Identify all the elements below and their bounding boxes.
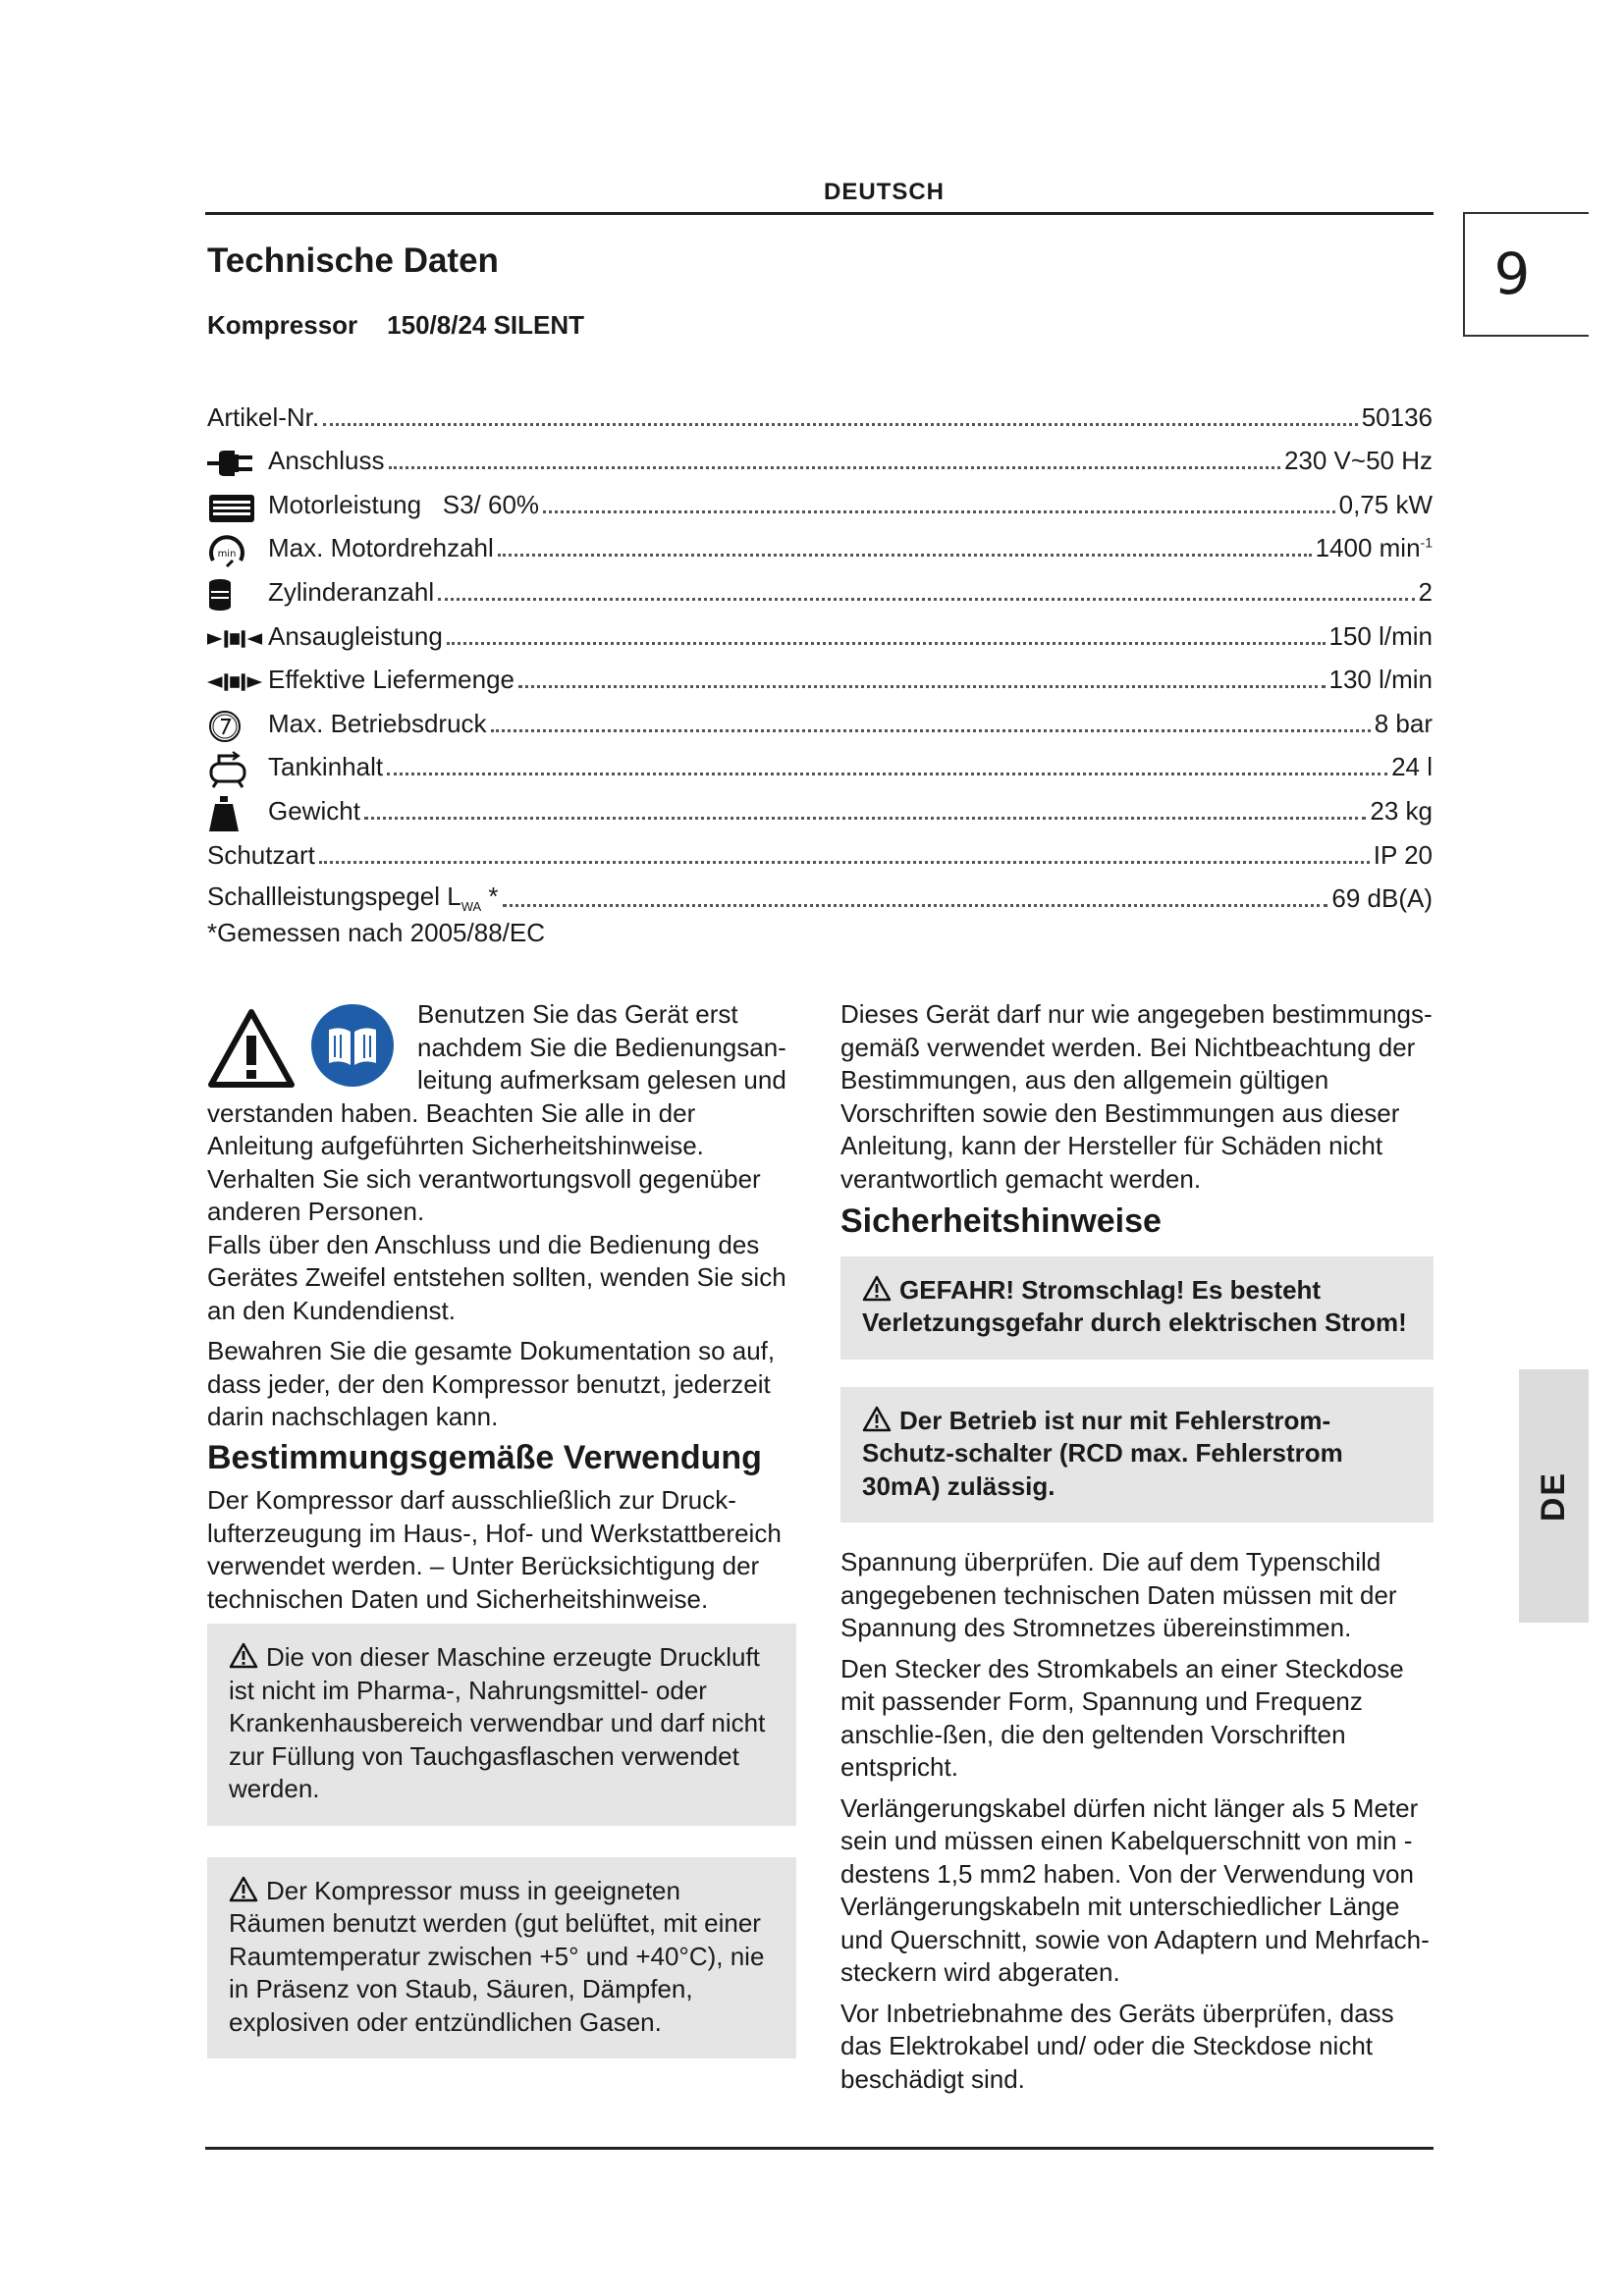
- warning-icon: [229, 1876, 258, 1902]
- note-text: Die von dieser Maschine erzeugte Druckluft ist nicht im Pharma-, Nahrungsmittel- oder Krankenhausbereich verwendbar und darf nicht zur Füllung von Tauchgasflaschen verwendet werden.: [229, 1642, 766, 1803]
- header-rule: [205, 212, 1434, 215]
- spec-label: Schallleistungspegel $L_{WA}$ *: [207, 881, 499, 915]
- spec-row: [207, 614, 1433, 658]
- spec-value: 23 kg: [1370, 795, 1433, 826]
- spec-label: Gewicht: [268, 795, 360, 826]
- motor-icon: [207, 489, 264, 526]
- model-line: [207, 310, 584, 341]
- paragraph: Vor Inbetriebnahme des Geräts überprüfen, dass das Elektrokabel und/ oder die Steckdose nicht beschädigt sind.: [840, 1998, 1394, 2094]
- page-title: Technische Daten: [207, 241, 499, 280]
- paragraph: Den Stecker des Stromkabels an einer Steckdose mit passender Form, Spannung und Frequenz anschlie-ßen, die den geltenden Vorschriften entspricht.: [840, 1653, 1404, 1782]
- warning-box: [840, 1256, 1434, 1360]
- paragraph: Spannung überprüfen. Die auf dem Typenschild angegebenen technischen Daten müssen mit der Spannung des Stromnetzes übereinstimmen.: [840, 1547, 1397, 1642]
- spec-value: 0,75 kW: [1338, 489, 1433, 519]
- spec-row: [207, 877, 1433, 921]
- warning-icon: [862, 1275, 892, 1302]
- spec-row: [207, 788, 1433, 832]
- spec-row: [207, 569, 1433, 614]
- language-side-tab: [1519, 1369, 1589, 1623]
- section-heading: Bestimmungsgemäße Verwendung: [207, 1438, 762, 1476]
- spec-label: Max. Betriebsdruck: [268, 708, 487, 738]
- spec-table: [207, 395, 1433, 920]
- spec-label: Artikel-Nr.: [207, 401, 320, 432]
- plug-icon: [207, 445, 264, 482]
- note-box: [207, 1857, 796, 2059]
- model-code: 150/8/24 SILENT: [387, 310, 585, 340]
- weight-icon: [207, 795, 264, 832]
- spec-row: [207, 395, 1433, 439]
- warning-box: [840, 1387, 1434, 1523]
- cylinder-icon: [207, 576, 264, 614]
- intro-block: [207, 998, 796, 1097]
- right-column: [840, 998, 1434, 2104]
- spec-label: Effektive Liefermenge: [268, 665, 514, 695]
- spec-row: [207, 832, 1433, 877]
- spec-value: IP 20: [1373, 839, 1433, 870]
- section-heading: Sicherheitshinweise: [840, 1202, 1162, 1240]
- rpm-gauge-icon: [207, 532, 264, 569]
- intro-icons: [207, 998, 417, 1096]
- spec-label: Zylinderanzahl: [268, 576, 435, 607]
- measurement-note: *Gemessen nach 2005/88/EC: [207, 918, 545, 947]
- spec-value: 1400 $\min^{-1}$: [1315, 533, 1433, 563]
- svg-text:min: min: [217, 549, 237, 561]
- paragraph: Dieses Gerät darf nur wie angegeben bestimmungs-gemäß verwendet werden. Bei Nichtbeachtung der Bestimmungen, aus den allgemein gültigen Vorschriften sowie den Bestimmungen aus dieser Anleitung, kann der Hersteller für Schäden nicht verantwortlich gemacht werden.: [840, 999, 1433, 1194]
- side-tab-label: DE: [1534, 1470, 1572, 1522]
- intro-line: leitung aufmerksam gelesen und: [417, 1065, 786, 1095]
- spec-label: Tankinhalt: [268, 752, 384, 782]
- spec-value: 24 l: [1391, 752, 1433, 782]
- warning-text: GEFAHR! Stromschlag! Es besteht Verletzungsgefahr durch elektrischen Strom!: [862, 1274, 1407, 1337]
- paragraph: Falls über den Anschluss und die Bedienung des Gerätes Zweifel entstehen sollten, wenden Sie sich an den Kundendienst.: [207, 1229, 786, 1325]
- spec-value: 50136: [1361, 401, 1433, 432]
- spec-label: Ansaugleistung: [268, 620, 443, 651]
- language-label: DEUTSCH: [823, 179, 945, 205]
- note-box: [207, 1624, 796, 1826]
- spec-row: [207, 439, 1433, 483]
- warning-icon: [862, 1406, 892, 1432]
- spec-value: 130 l/min: [1328, 665, 1433, 695]
- note-text: Der Kompressor muss in geeigneten Räumen benutzt werden (gut belüftet, mit einer Raumtemperatur zwischen +5° und +40°C), nie in Präsenz von Staub, Säuren, Dämpfen, explosiven oder entzündlichen Gasen.: [229, 1875, 765, 2037]
- spec-row: [207, 658, 1433, 702]
- model-name: Kompressor: [207, 310, 358, 340]
- page-number: 9: [1493, 240, 1531, 307]
- spec-row: [207, 482, 1433, 526]
- left-column: [207, 998, 796, 2058]
- paragraph: Der Kompressor darf ausschließlich zur Druck-lufterzeugung im Haus-, Hof- und Werkstattbereich verwendet werden. – Unter Berücksichtigung der technischen Daten und Sicherheitshinweise.: [207, 1485, 782, 1614]
- footer-rule: [205, 2147, 1434, 2150]
- spec-value: 2: [1418, 576, 1433, 607]
- intro-text: verstanden haben. Beachten Sie alle in der Anleitung aufgeführten Sicherheitshinweise. Verhalten Sie sich verantwortungsvoll gegenüber anderen Personen.: [207, 1097, 761, 1226]
- warning-triangle-icon: [207, 1008, 296, 1089]
- warning-text: Der Betrieb ist nur mit Fehlerstrom-Schutz-schalter (RCD max. Fehlerstrom 30mA) zulässig.: [862, 1405, 1343, 1501]
- spec-row: [207, 526, 1433, 570]
- intro-line: nachdem Sie die Bedienungsan-: [417, 1032, 786, 1062]
- spec-label: Anschluss: [268, 446, 385, 476]
- spec-value: 230 V~50 Hz: [1283, 446, 1433, 476]
- spec-row: [207, 701, 1433, 745]
- warning-icon: [229, 1642, 258, 1669]
- intake-icon: [207, 620, 264, 658]
- tank-icon: [207, 751, 264, 788]
- paragraph: Bewahren Sie die gesamte Dokumentation so auf, dass jeder, der den Kompressor benutzt, jederzeit darin nachschlagen kann.: [207, 1336, 776, 1431]
- pressure-gauge-icon: [207, 708, 264, 745]
- spec-label: Schutzart: [207, 839, 315, 870]
- spec-value: 150 l/min: [1328, 620, 1433, 651]
- read-manual-icon: [309, 1002, 396, 1089]
- spec-row: [207, 745, 1433, 789]
- spec-label: Max. Motordrehzahl: [268, 533, 494, 563]
- intro-line: Benutzen Sie das Gerät erst: [417, 999, 738, 1029]
- spec-value: 8 bar: [1374, 708, 1433, 738]
- spec-label: Motorleistung S3/ 60%: [268, 489, 540, 519]
- spec-value: 69 dB(A): [1331, 883, 1433, 914]
- delivery-icon: [207, 664, 264, 701]
- paragraph: Verlängerungskabel dürfen nicht länger als 5 Meter sein und müssen einen Kabelquerschnitt von min - destens 1,5 mm2 haben. Von der Verwendung von Verlängerungskabeln mit unterschiedlicher Länge und Querschnitt, sowie von Adaptern und Mehrfach-steckern wird abgeraten.: [840, 1792, 1430, 1987]
